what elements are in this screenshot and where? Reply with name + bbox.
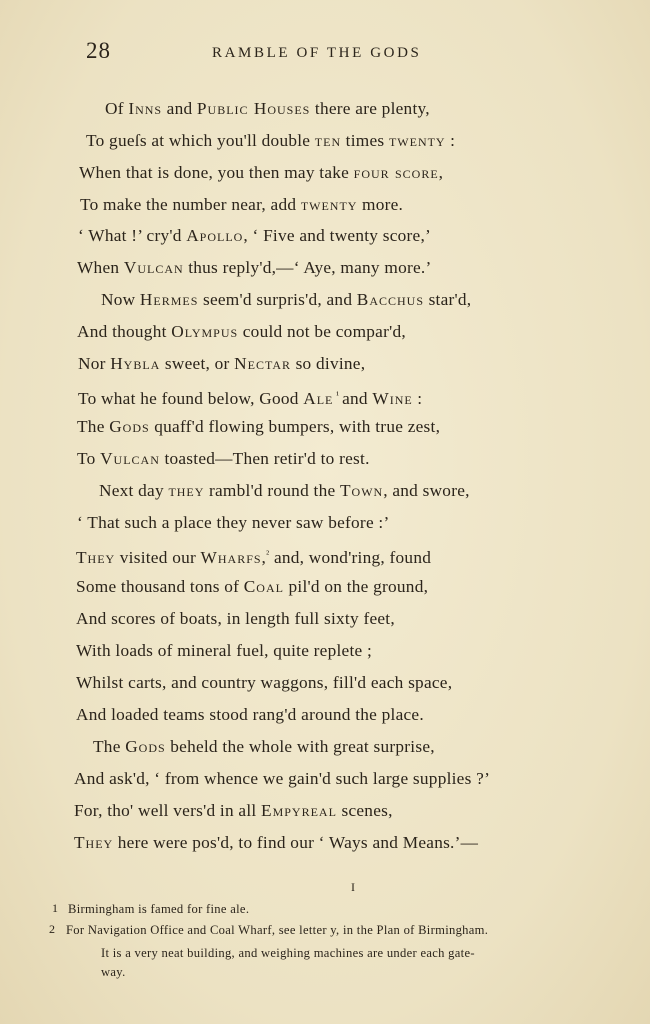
small-caps-word: Hermes [139,290,199,309]
line-text: , and swore, [383,481,470,500]
small-caps-word: Empyreal [261,801,337,820]
line-text: and, wond'ring, found [269,548,432,567]
poem-line [74,832,478,854]
small-caps-word: Inns [128,99,163,118]
line-text: And loaded teams stood rang'd around the place. [76,705,424,724]
line-text: , [438,163,444,182]
small-caps-word: Wharfs [200,548,262,567]
line-text: Now [101,290,140,309]
poem-line [74,800,393,822]
line-text: ‘ That such a place they never saw before :’ [77,513,390,532]
small-caps-word: They [76,548,116,567]
poem-line [77,257,431,279]
line-text: so divine, [291,354,366,373]
line-text: To gueſs at which you'll double [86,131,315,150]
poem-line [76,608,395,630]
line-text: there are plenty, [310,99,430,118]
footnote-ref: ² [266,549,270,560]
line-text: And ask'd, ‘ from whence we gain'd such large supplies ?’ [74,769,491,788]
line-text: quaff'd flowing bumpers, with true zest, [149,417,441,436]
small-caps-word: Bacchus [356,290,425,309]
line-text: toasted—Then retir'd to rest. [159,449,370,468]
page-header [0,38,650,68]
bleed-through-text [540,170,640,810]
small-caps-word: twenty [388,131,446,150]
poem-line [78,353,365,375]
poem-line [76,704,424,726]
poem-line [77,512,390,534]
poem-line [77,416,440,438]
poem-line [76,576,428,598]
poem-line [93,736,435,758]
line-text: Of [105,99,129,118]
small-caps-word: Olympus [171,322,239,341]
line-text: With loads of mineral fuel, quite replete ; [76,641,373,660]
line-text: The [93,737,126,756]
footnote-text: It is a very neat building, and weighing machines are under each gate- [101,946,475,960]
footnote-text: Birmingham is famed for fine ale. [68,902,250,916]
small-caps-word: Hybla [110,354,161,373]
line-text: To [77,449,101,468]
line-text: and [162,99,197,118]
small-caps-word: twenty [300,195,358,214]
poem-line [86,130,455,152]
footnote-text: For Navigation Office and Coal Wharf, see letter y, in the Plan of Birmingham. [66,923,489,937]
poem-line [74,768,490,790]
line-text: scenes, [336,801,393,820]
small-caps-word: Ale [303,389,334,408]
poem-line [77,448,370,470]
line-text: Whilst carts, and country waggons, fill'd each space, [76,673,453,692]
line-text: When [77,258,124,277]
line-text: star'd, [424,290,472,309]
poem-line [101,289,471,311]
line-text: beheld the whole with great surprise, [165,737,435,756]
poem-line [76,544,431,569]
small-caps-word: Gods [125,737,166,756]
line-text: , [261,548,267,567]
line-text: could not be compar'd, [238,322,406,341]
line-text: pil'd on the ground, [283,577,429,596]
small-caps-word: Coal [243,577,284,596]
page-number: 28 [86,38,111,63]
line-text: ‘ What !’ cry'd [78,226,187,245]
small-caps-word: Vulcan [123,258,184,277]
line-text: rambl'd round the [204,481,340,500]
line-text: seem'd surpris'd, and [198,290,357,309]
small-caps-word: four score [353,163,439,182]
line-text: here were pos'd, to find our ‘ Ways and Means.’— [113,833,479,852]
line-text: : [412,389,423,408]
line-text: more. [357,195,404,214]
line-text: Next day [99,481,169,500]
line-text: Nor [78,354,111,373]
footnote-text: way. [101,965,126,979]
small-caps-word: they [168,481,205,500]
line-text: The [77,417,110,436]
line-text: For, tho' well vers'd in all [74,801,262,820]
poem-line [78,385,422,410]
small-caps-word: Town [339,481,384,500]
small-caps-word: Wine [372,389,413,408]
poem-line [76,672,452,694]
line-text: thus reply'd,—‘ Aye, many more.’ [183,258,432,277]
poem-line [76,640,372,662]
poem-line [77,321,406,343]
footnote-marker: 2 [49,922,55,936]
line-text: times [341,131,389,150]
poem-line [99,480,470,502]
line-text: When that is done, you then may take [79,163,354,182]
poem-line [78,225,431,247]
small-caps-word: Gods [109,417,150,436]
small-caps-word: Public Houses [196,99,311,118]
line-text: To make the number near, add [80,195,301,214]
signature-mark: I [351,880,355,894]
line-text: visited our [115,548,201,567]
small-caps-word: ten [314,131,342,150]
poem-line [80,194,403,216]
line-text: And scores of boats, in length full sixty feet, [76,609,395,628]
footnote-ref: ¹ [333,390,343,401]
line-text: And thought [77,322,172,341]
small-caps-word: Nectar [234,354,291,373]
small-caps-word: Apollo [186,226,244,245]
poem-line [79,162,443,184]
line-text: sweet, or [160,354,235,373]
poem-line [105,98,430,120]
footnote-marker: 1 [52,901,58,915]
line-text: , ‘ Five and twenty score,’ [243,226,432,245]
running-title: RAMBLE OF THE GODS [212,45,422,61]
small-caps-word: They [74,833,114,852]
line-text: To what he found below, Good [78,389,304,408]
line-text: and [342,389,373,408]
small-caps-word: Vulcan [100,449,160,468]
line-text: : [445,131,456,150]
line-text: Some thousand tons of [76,577,244,596]
